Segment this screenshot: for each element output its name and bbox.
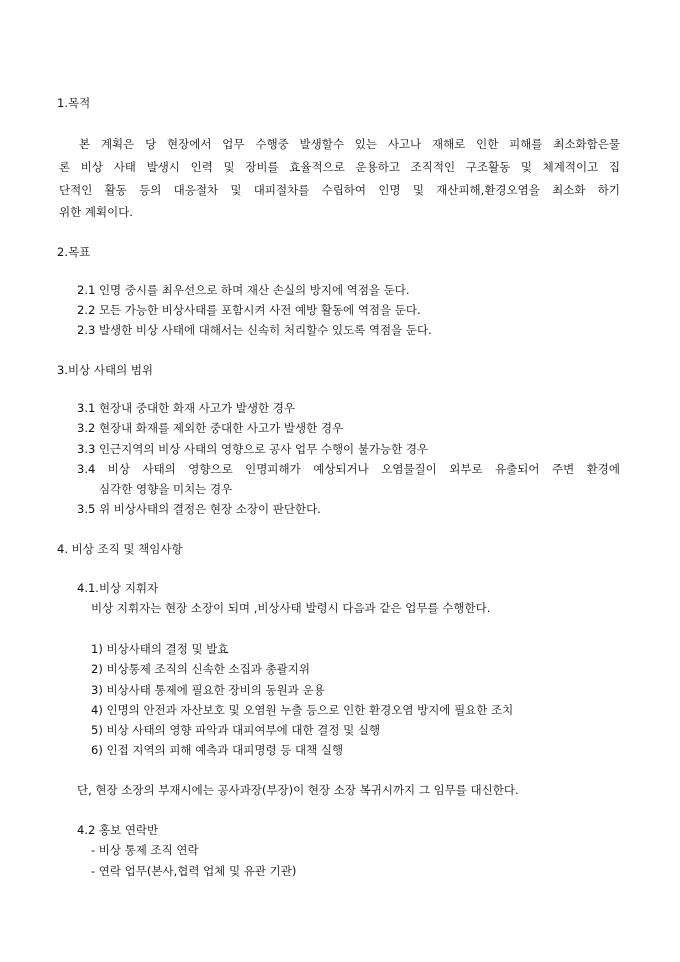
- scope-item: 3.5 위 비상사태의 결정은 현장 소장이 판단한다.: [77, 502, 321, 516]
- section-1-paragraph-line: 단적인 활동 등의 대응절차 및 대피절차를 수립하여 인명 및 재산피해,환경오염을 최소화 하기: [59, 183, 620, 197]
- duty-item: 4) 인명의 안전과 자산보호 및 오염원 누출 등으로 인한 환경오염 방지에 필요한 조치: [91, 703, 514, 717]
- pr-contact-item: - 연락 업무(본사,협력 업체 및 유관 기관): [91, 864, 297, 878]
- duty-item: 1) 비상사태의 결정 및 발효: [91, 642, 229, 656]
- section-2-heading: 2.목표: [57, 245, 91, 259]
- duty-item: 5) 비상 사태의 영향 파악과 대피여부에 대한 결정 및 실행: [91, 723, 381, 737]
- goal-item: 2.1 인명 중시를 최우선으로 하며 재산 손실의 방지에 역점을 둔다.: [77, 283, 410, 297]
- section-1-paragraph-line: 본 계획은 당 현장에서 업무 수행중 발생할수 있는 사고나 재해로 인한 피해를 최소화함은물: [79, 137, 620, 151]
- section-1-heading: 1.목적: [57, 96, 91, 110]
- pr-contact-item: - 비상 통제 조직 연락: [91, 843, 199, 857]
- scope-item: 3.2 현장내 화재를 제외한 중대한 사고가 발생한 경우: [77, 421, 344, 435]
- goal-item: 2.3 발생한 비상 사태에 대해서는 신속히 처리할수 있도록 역점을 둔다.: [77, 323, 432, 337]
- scope-item: 3.4 비상 사태의 영향으로 인명피해가 예상되거나 오염물질이 외부로 유출되어 주변 환경에: [77, 462, 620, 476]
- duty-item: 3) 비상사태 통제에 필요한 장비의 동원과 운용: [91, 683, 325, 697]
- subsection-4-2-heading: 4.2 홍보 연락반: [77, 823, 159, 837]
- scope-item-continuation: 심각한 영향을 미치는 경우: [99, 482, 233, 496]
- goal-item: 2.2 모든 가능한 비상사태를 포함시켜 사전 예방 활동에 역점을 둔다.: [77, 303, 421, 317]
- absence-note: 단, 현장 소장의 부재시에는 공사과장(부장)이 현장 소장 복귀시까지 그 임무를 대신한다.: [77, 783, 519, 797]
- scope-item: 3.3 인근지역의 비상 사태의 영향으로 공사 업무 수행이 불가능한 경우: [77, 442, 429, 456]
- section-4-heading: 4. 비상 조직 및 책임사항: [57, 542, 183, 556]
- section-3-heading: 3.비상 사태의 범위: [57, 363, 154, 377]
- section-1-paragraph-line: 위한 계획이다.: [59, 205, 133, 219]
- subsection-4-1-heading: 4.1.비상 지휘자: [77, 581, 159, 595]
- commander-intro: 비상 지휘자는 현장 소장이 되며 ,비상사태 발령시 다음과 같은 업무를 수행한다.: [91, 601, 491, 615]
- section-1-paragraph-line: 론 비상 사태 발생시 인력 및 장비를 효율적으로 운용하고 조직적인 구조활동 및 체계적이고 집: [59, 160, 620, 174]
- duty-item: 2) 비상통제 조직의 신속한 소집과 총괄지위: [91, 662, 310, 676]
- scope-item: 3.1 현장내 중대한 화재 사고가 발생한 경우: [77, 401, 295, 415]
- duty-item: 6) 인접 지역의 피해 예측과 대피명령 등 대책 실행: [91, 743, 344, 757]
